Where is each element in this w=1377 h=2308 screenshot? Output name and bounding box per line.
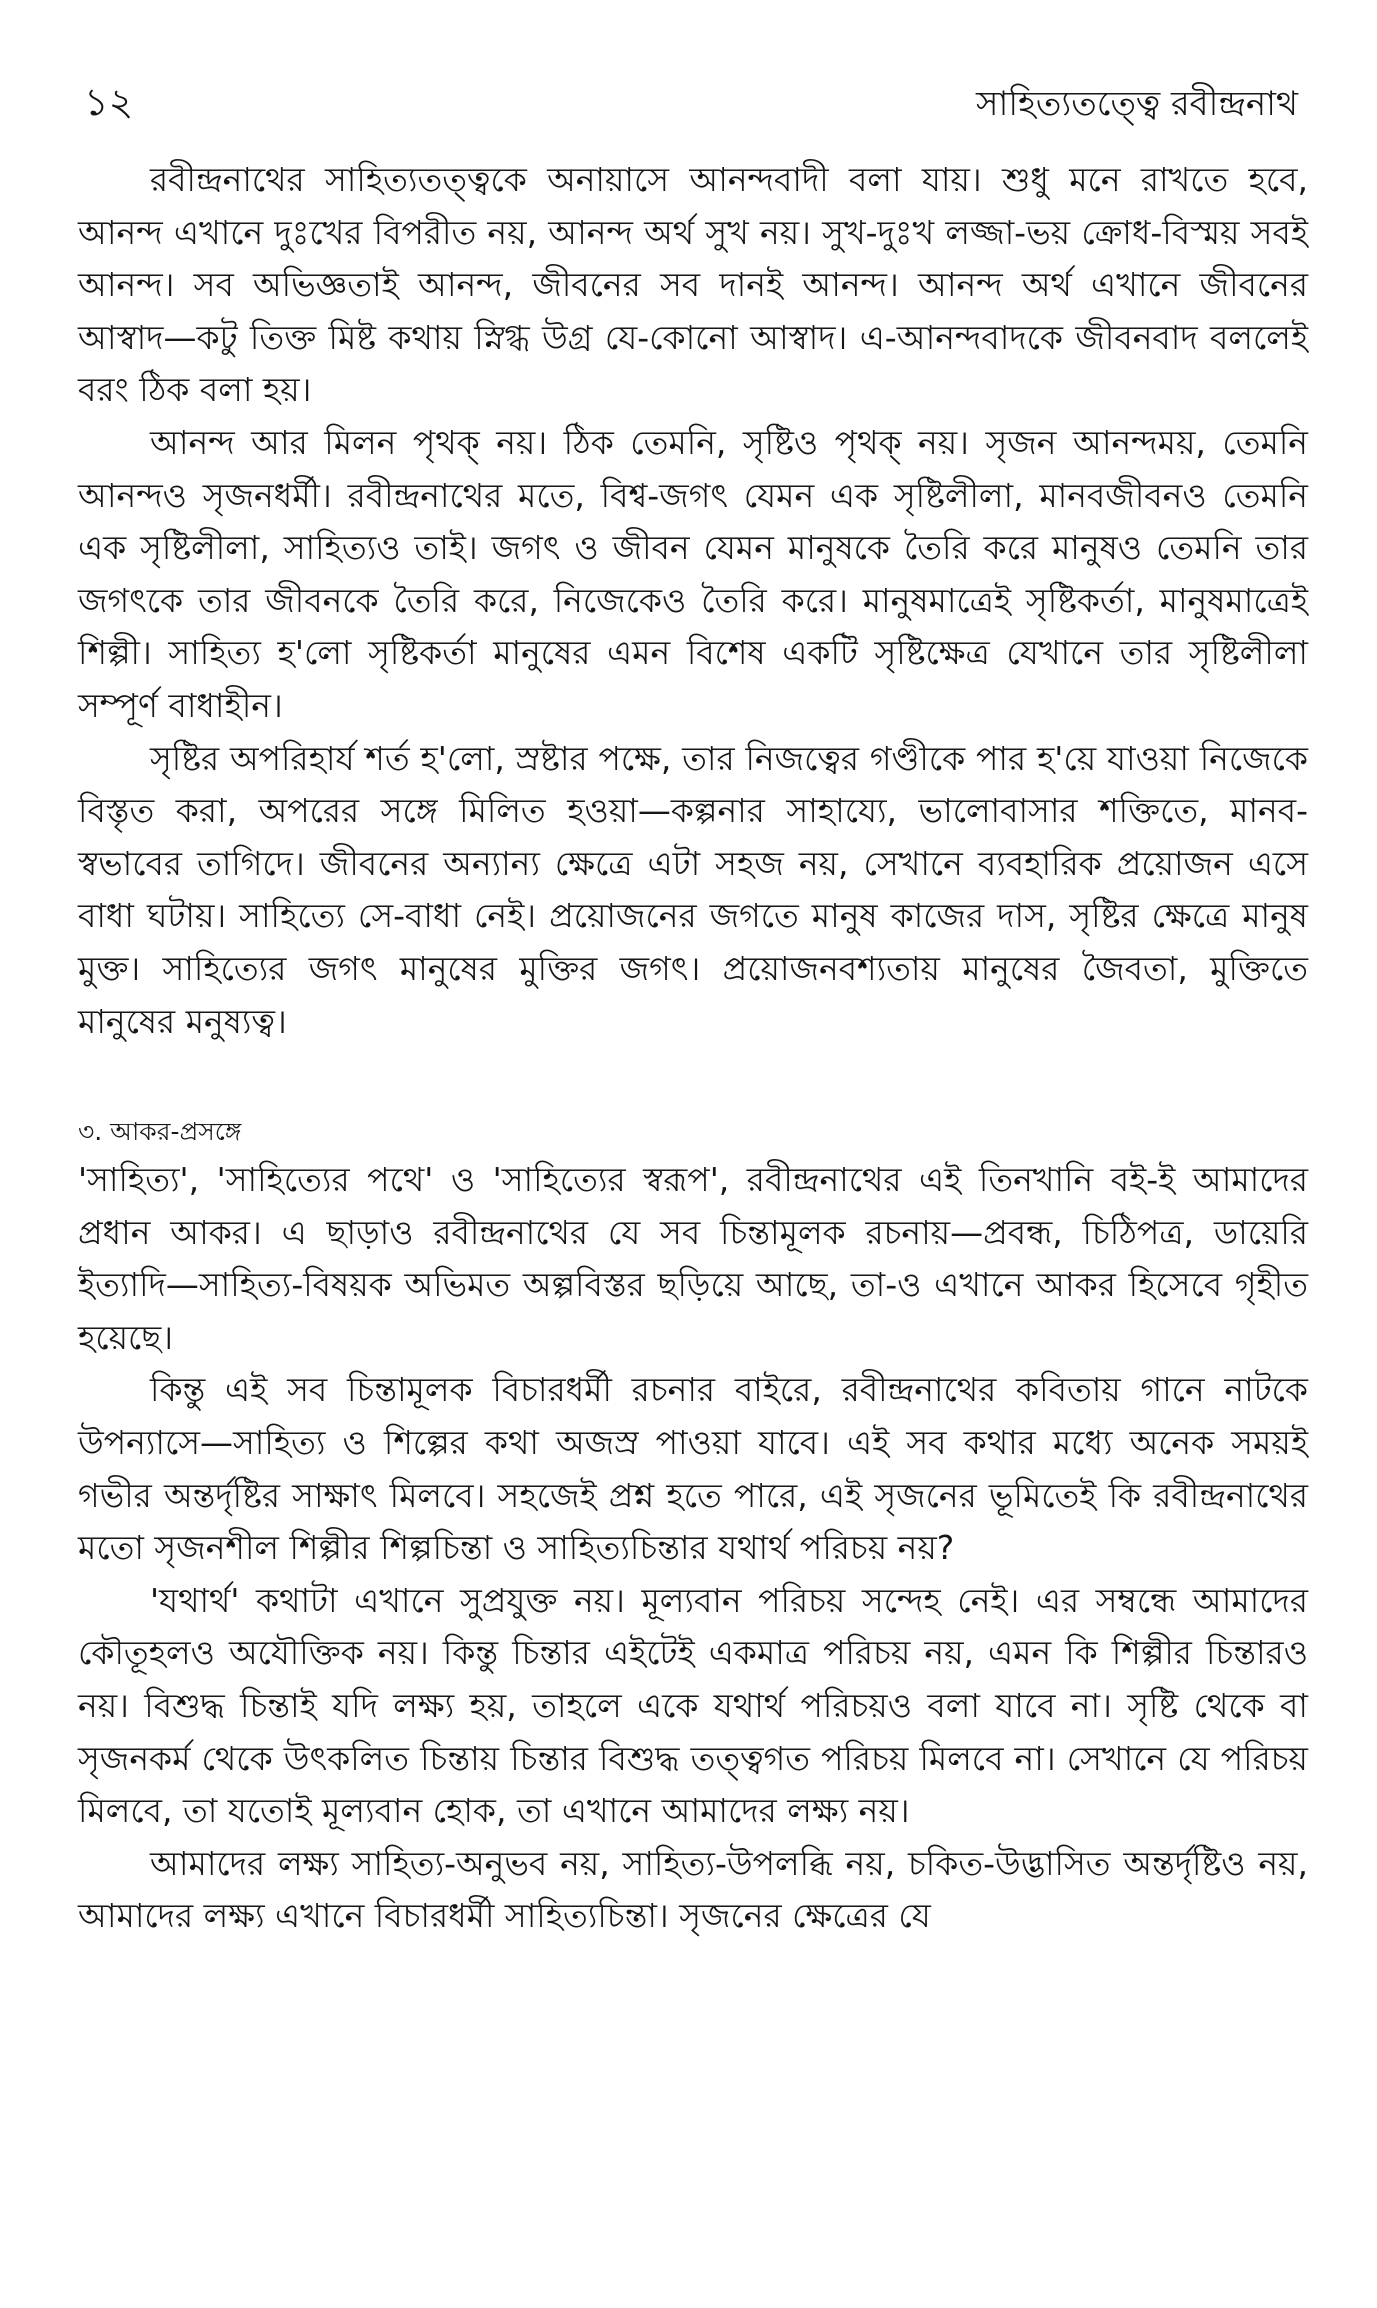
section-body [78, 1154, 1308, 1943]
book-page [78, 70, 1308, 2270]
paragraph-3: সৃষ্টির অপরিহার্য শর্ত হ'লো, স্রষ্টার পক্ষে, তার নিজত্বের গণ্ডীকে পার হ'য়ে যাওয়া নিজেকে বিস্তৃত করা, অপরের সঙ্গে মিলিত হওয়া—কল্পনার সাহায্যে, ভালোবাসার শক্তিতে, মানব-স্বভাবের তাগিদে। জীবনের অন্যান্য ক্ষেত্রে এটা সহজ নয়, সেখানে ব্যবহারিক প্রয়োজন এসে বাধা ঘটায়। সাহিত্যে সে-বাধা নেই। প্রয়োজনের জগতে মানুষ কাজের দাস, সৃষ্টির ক্ষেত্রে মানুষ মুক্ত। সাহিত্যের জগৎ মানুষের মুক্তির জগৎ। প্রয়োজনবশ্যতায় মানুষের জৈবতা, মুক্তিতে মানুষের মনুষ্যত্ব। [78, 738, 1308, 1041]
paragraph-1: রবীন্দ্রনাথের সাহিত্যতত্ত্বকে অনায়াসে আনন্দবাদী বলা যায়। শুধু মনে রাখতে হবে, আনন্দ এখানে দুঃখের বিপরীত নয়, আনন্দ অর্থ সুখ নয়। সুখ-দুঃখ লজ্জা-ভয় ক্রোধ-বিস্ময় সবই আনন্দ। সব অভিজ্ঞতাই আনন্দ, জীবনের সব দানই আনন্দ। আনন্দ অর্থ এখানে জীবনের আস্বাদ—কটু তিক্ত মিষ্ট কথায় স্নিগ্ধ উগ্র যে-কোনো আস্বাদ। এ-আনন্দবাদকে জীবনবাদ বললেই বরং ঠিক বলা হয়। [78, 160, 1308, 410]
section-paragraph-3: 'যথার্থ' কথাটা এখানে সুপ্রযুক্ত নয়। মূল্যবান পরিচয় সন্দেহ নেই। এর সম্বন্ধে আমাদের কৌতূহলও অযৌক্তিক নয়। কিন্তু চিন্তার এইটেই একমাত্র পরিচয় নয়, এমন কি শিল্পীর চিন্তারও নয়। বিশুদ্ধ চিন্তাই যদি লক্ষ্য হয়, তাহলে একে যথার্থ পরিচয়ও বলা যাবে না। সৃষ্টি থেকে বা সৃজনকর্ম থেকে উৎকলিত চিন্তায় চিন্তার বিশুদ্ধ তত্ত্বগত পরিচয় মিলবে না। সেখানে যে পরিচয় মিলবে, তা যতোই মূল্যবান হোক, তা এখানে আমাদের লক্ষ্য নয়। [78, 1580, 1308, 1831]
section-heading: ৩. আকর-প্রসঙ্গে [78, 1117, 242, 1147]
running-head: সাহিত্যতত্ত্বে রবীন্দ্রনাথ [976, 84, 1298, 124]
section-paragraph-2: কিন্তু এই সব চিন্তামূলক বিচারধর্মী রচনার বাইরে, রবীন্দ্রনাথের কবিতায় গানে নাটকে উপন্যাসে—সাহিত্য ও শিল্পের কথা অজস্র পাওয়া যাবে। এই সব কথার মধ্যে অনেক সময়ই গভীর অন্তর্দৃষ্টির সাক্ষাৎ মিলবে। সহজেই প্রশ্ন হতে পারে, এই সৃজনের ভূমিতেই কি রবীন্দ্রনাথের মতো সৃজনশীল শিল্পীর শিল্পচিন্তা ও সাহিত্যচিন্তার যথার্থ পরিচয় নয়? [78, 1370, 1308, 1568]
body-text-top [78, 154, 1308, 1048]
page-header [78, 70, 1308, 136]
paragraph-2: আনন্দ আর মিলন পৃথক্ নয়। ঠিক তেমনি, সৃষ্টিও পৃথক্ নয়। সৃজন আনন্দময়, তেমনি আনন্দও সৃজনধর্মী। রবীন্দ্রনাথের মতে, বিশ্ব-জগৎ যেমন এক সৃষ্টিলীলা, মানবজীবনও তেমনি এক সৃষ্টিলীলা, সাহিত্যও তাই। জগৎ ও জীবন যেমন মানুষকে তৈরি করে মানুষও তেমনি তার জগৎকে তার জীবনকে তৈরি করে, নিজেকেও তৈরি করে। মানুষমাত্রেই সৃষ্টিকর্তা, মানুষমাত্রেই শিল্পী। সাহিত্য হ'লো সৃষ্টিকর্তা মানুষের এমন বিশেষ একটি সৃষ্টিক্ষেত্র যেখানে তার সৃষ্টিলীলা সম্পূর্ণ বাধাহীন। [78, 422, 1308, 725]
section-paragraph-1: 'সাহিত্য', 'সাহিত্যের পথে' ও 'সাহিত্যের স্বরূপ', রবীন্দ্রনাথের এই তিনখানি বই-ই আমাদের প্রধান আকর। এ ছাড়াও রবীন্দ্রনাথের যে সব চিন্তামূলক রচনায়—প্রবন্ধ, চিঠিপত্র, ডায়েরি ইত্যাদি—সাহিত্য-বিষয়ক অভিমত অল্পবিস্তর ছড়িয়ে আছে, তা-ও এখানে আকর হিসেবে গৃহীত হয়েছে। [78, 1160, 1308, 1357]
section-paragraph-4: আমাদের লক্ষ্য সাহিত্য-অনুভব নয়, সাহিত্য-উপলব্ধি নয়, চকিত-উদ্ভাসিত অন্তর্দৃষ্টিও নয়, আমাদের লক্ষ্য এখানে বিচারধর্মী সাহিত্যচিন্তা। সৃজনের ক্ষেত্রের যে [78, 1843, 1308, 1936]
page-number: ১২ [84, 80, 134, 124]
